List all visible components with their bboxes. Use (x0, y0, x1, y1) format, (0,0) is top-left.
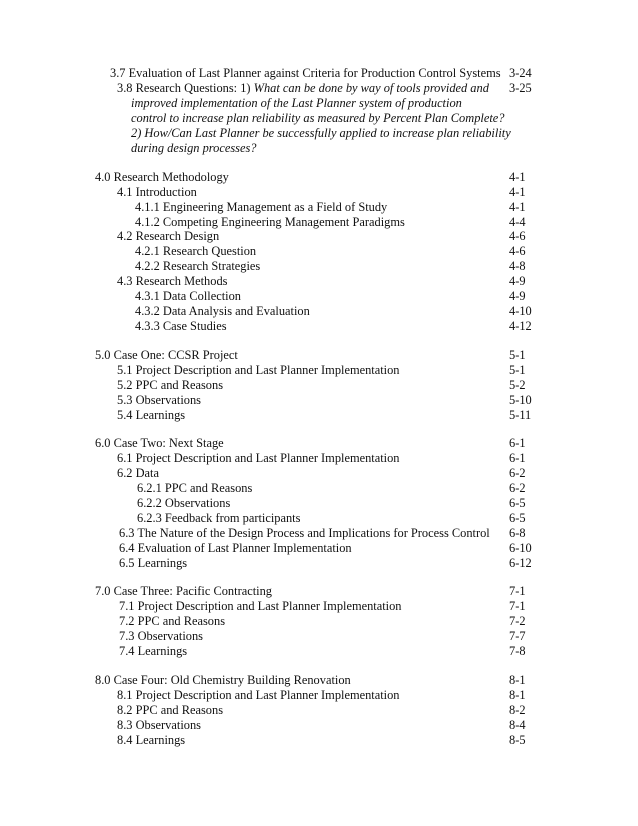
toc-entry: 4.1.1 Engineering Management as a Field of Study (135, 200, 388, 214)
toc-section-title: 4.0 Research Methodology (95, 170, 229, 184)
toc-section-title: 7.0 Case Three: Pacific Contracting (95, 584, 272, 598)
toc-entry-page: 6-1 (509, 436, 526, 450)
toc-entry: 8.3 Observations (117, 718, 201, 732)
research-question-1-text: control to increase plan reliability as measured by Percent Plan Complete? (131, 111, 505, 125)
toc-entry-page: 8-2 (509, 703, 526, 717)
toc-entry-page: 8-4 (509, 718, 526, 732)
toc-entry-page: 5-2 (509, 378, 526, 392)
toc-entry-page: 4-6 (509, 229, 526, 243)
toc-entry: 4.2.2 Research Strategies (135, 259, 261, 273)
toc-entry: 7.1 Project Description and Last Planner Implementation (119, 599, 402, 613)
toc-entry: 7.4 Learnings (119, 644, 188, 658)
toc-entry: 4.1.2 Competing Engineering Management Paradigms (135, 215, 405, 229)
toc-section-title: 5.0 Case One: CCSR Project (95, 348, 238, 362)
toc-entry: 4.3 Research Methods (117, 274, 228, 288)
toc-entry-page: 4-10 (509, 304, 532, 318)
toc-entry-page: 5-11 (509, 408, 532, 422)
toc-entry-page: 4-6 (509, 244, 526, 258)
toc-entry-page: 4-9 (509, 289, 526, 303)
toc-entry-page: 4-8 (509, 259, 526, 273)
toc-entry: 6.2 Data (117, 466, 159, 480)
toc-entry: 5.2 PPC and Reasons (117, 378, 224, 392)
toc-section-title: 8.0 Case Four: Old Chemistry Building Renovation (95, 673, 351, 687)
toc-entry-page: 5-1 (509, 348, 526, 362)
toc-entry-page: 5-1 (509, 363, 526, 377)
toc-entry-page: 8-1 (509, 688, 526, 702)
toc-entry-page: 7-2 (509, 614, 526, 628)
toc-entry: 4.2.1 Research Question (135, 244, 257, 258)
toc-entry: 8.1 Project Description and Last Planner Implementation (117, 688, 400, 702)
toc-entry: 4.2 Research Design (117, 229, 220, 243)
toc-entry-page: 6-1 (509, 451, 526, 465)
research-question-1-text: What can be done by way of tools provided and (253, 81, 489, 95)
research-question-2-text: during design processes? (131, 141, 257, 155)
toc-entry: 6.3 The Nature of the Design Process and Implications for Process Control (119, 526, 490, 540)
toc-entry-page: 7-1 (509, 599, 526, 613)
toc-entry: 5.1 Project Description and Last Planner Implementation (117, 363, 400, 377)
toc-entry-3-7 (110, 66, 501, 81)
toc-entry: 6.4 Evaluation of Last Planner Implementation (119, 541, 352, 555)
toc-entry: 4.3.1 Data Collection (135, 289, 241, 303)
toc-entry: 6.1 Project Description and Last Planner Implementation (117, 451, 400, 465)
toc-entry: 5.3 Observations (117, 393, 201, 407)
toc-section-title: 6.0 Case Two: Next Stage (95, 436, 224, 450)
toc-entry-page: 4-4 (509, 215, 526, 229)
toc-entry: 6.2.1 PPC and Reasons (137, 481, 253, 495)
toc-entry: 7.2 PPC and Reasons (119, 614, 226, 628)
toc-entry-page: 4-1 (509, 200, 526, 214)
toc-entry-page: 4-1 (509, 170, 526, 184)
toc-entry: 6.5 Learnings (119, 556, 188, 570)
toc-entry-page: 6-12 (509, 556, 532, 570)
toc-entry-page: 6-5 (509, 496, 526, 510)
toc-entry-page: 4-9 (509, 274, 526, 288)
toc-entry: 5.4 Learnings (117, 408, 186, 422)
toc-entry: 7.3 Observations (119, 629, 203, 643)
toc-entry: 8.2 PPC and Reasons (117, 703, 224, 717)
toc-entry-page: 4-1 (509, 185, 526, 199)
toc-entry: 4.3.3 Case Studies (135, 319, 227, 333)
toc-entry-page: 4-12 (509, 319, 532, 333)
toc-entry: 6.2.2 Observations (137, 496, 231, 510)
toc-entry: 6.2.3 Feedback from participants (137, 511, 301, 525)
toc-entry-page: 7-1 (509, 584, 526, 598)
toc-entry-page: 6-8 (509, 526, 526, 540)
toc-entry-page: 5-10 (509, 393, 532, 407)
toc-entry-3-8 (117, 81, 489, 96)
toc-entry-page: 6-2 (509, 466, 526, 480)
toc-entry-page: 8-1 (509, 673, 526, 687)
toc-entry-page: 6-2 (509, 481, 526, 495)
toc-entry-label: 3.8 Research Questions: 1) (117, 81, 254, 95)
toc-entry-label: 3.7 Evaluation of Last Planner against Criteria for Production Control Systems (110, 66, 501, 80)
toc-entry: 4.1 Introduction (117, 185, 197, 199)
research-question-1-text: improved implementation of the Last Planner system of production (131, 96, 462, 110)
toc-entry: 8.4 Learnings (117, 733, 186, 747)
research-question-2-text: 2) How/Can Last Planner be successfully applied to increase plan reliability (131, 126, 511, 140)
toc-entry: 4.3.2 Data Analysis and Evaluation (135, 304, 310, 318)
toc-entry-page: 3-24 (509, 66, 532, 80)
toc-entry-page: 8-5 (509, 733, 526, 747)
toc-entry-page: 3-25 (509, 81, 532, 95)
toc-entry-page: 7-7 (509, 629, 526, 643)
toc-entry-page: 6-5 (509, 511, 526, 525)
toc-entry-page: 6-10 (509, 541, 532, 555)
toc-entry-page: 7-8 (509, 644, 526, 658)
